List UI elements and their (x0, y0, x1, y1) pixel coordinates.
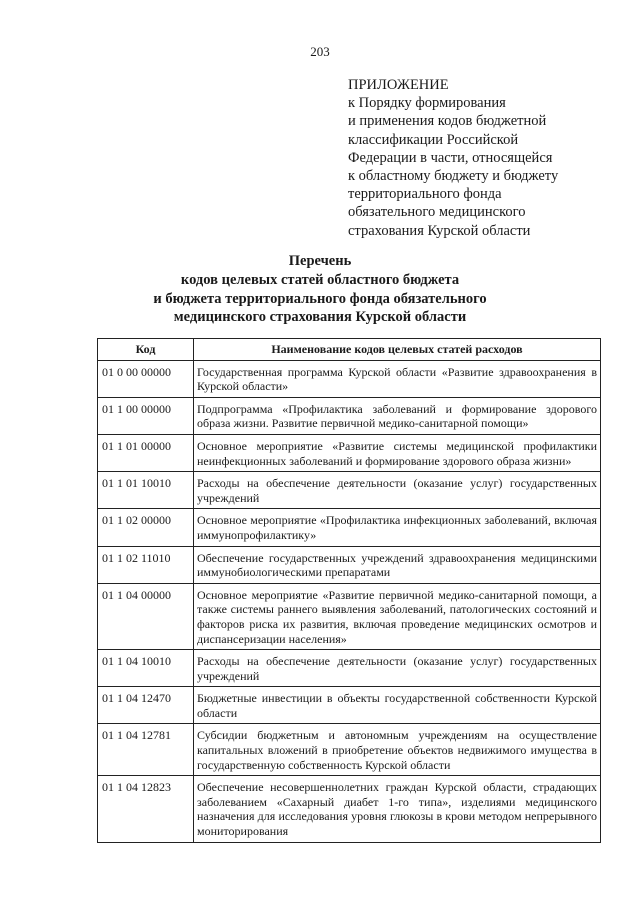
column-header-code: Код (98, 339, 194, 361)
row-name: Обеспечение несовершеннолетних граждан Курской области, страдающих заболеванием «Сахарный диабет 1-го типа», изделиями медицинского назначения для исследования уровня глюкозы в крови методом непрерывного мониторирования (194, 776, 601, 842)
appendix-line: и применения кодов бюджетной (348, 113, 547, 130)
page-number: 203 (310, 44, 330, 59)
heading-line: кодов целевых статей областного бюджета (180, 271, 460, 288)
heading-line: и бюджета территориального фонда обязательного (153, 290, 487, 307)
codes-table (97, 338, 601, 843)
table-row (98, 509, 601, 546)
row-code: 01 1 04 10010 (98, 650, 194, 687)
row-code: 01 1 04 12823 (98, 776, 194, 842)
table-header-row (98, 339, 601, 361)
row-name: Расходы на обеспечение деятельности (оказание услуг) государственных учреждений (194, 650, 601, 687)
row-name: Основное мероприятие «Профилактика инфекционных заболеваний, включая иммунопрофилактику» (194, 509, 601, 546)
table-row (98, 776, 601, 842)
row-code: 01 0 00 00000 (98, 360, 194, 397)
appendix-title: ПРИЛОЖЕНИЕ (348, 77, 449, 93)
row-name: Расходы на обеспечение деятельности (оказание услуг) государственных учреждений (194, 472, 601, 509)
appendix-block (348, 76, 608, 240)
row-name: Основное мероприятие «Развитие системы медицинской профилактики неинфекционных заболеваний и формирование здорового образа жизни» (194, 434, 601, 471)
row-code: 01 1 04 12470 (98, 687, 194, 724)
table-row (98, 650, 601, 687)
table-row (98, 434, 601, 471)
table-row (98, 472, 601, 509)
appendix-line: обязательного медицинского (348, 204, 526, 221)
table-row (98, 397, 601, 434)
appendix-line: к областному бюджету и бюджету (348, 168, 559, 185)
row-code: 01 1 04 12781 (98, 724, 194, 776)
row-name: Бюджетные инвестиции в объекты государственной собственности Курской области (194, 687, 601, 724)
appendix-line: Федерации в части, относящейся (348, 149, 553, 166)
table-row (98, 724, 601, 776)
row-code: 01 1 01 10010 (98, 472, 194, 509)
row-code: 01 1 04 00000 (98, 583, 194, 649)
appendix-line: территориального фонда (348, 186, 502, 203)
appendix-line: классификации Российской (348, 131, 519, 148)
row-name: Обеспечение государственных учреждений здравоохранения медицинскими иммунобиологическими препаратами (194, 546, 601, 583)
table-row (98, 687, 601, 724)
table-row (98, 360, 601, 397)
appendix-line: страхования Курской области (348, 222, 531, 239)
column-header-name: Наименование кодов целевых статей расходов (194, 339, 601, 361)
appendix-line: к Порядку формирования (348, 95, 506, 112)
row-code: 01 1 01 00000 (98, 434, 194, 471)
row-name: Основное мероприятие «Развитие первичной медико-санитарной помощи, а также системы раннего выявления заболеваний, патологических состояний и факторов риска их развития, включая проведение медицинских осмотров и диспансеризации населения» (194, 583, 601, 649)
row-name: Подпрограмма «Профилактика заболеваний и формирование здорового образа жизни. Развитие первичной медико-санитарной помощи» (194, 397, 601, 434)
table-row (98, 583, 601, 649)
document-heading (0, 252, 640, 327)
row-name: Государственная программа Курской области «Развитие здравоохранения в Курской области» (194, 360, 601, 397)
row-code: 01 1 02 11010 (98, 546, 194, 583)
heading-line: медицинского страхования Курской области (173, 309, 467, 326)
row-code: 01 1 02 00000 (98, 509, 194, 546)
table-row (98, 546, 601, 583)
row-code: 01 1 00 00000 (98, 397, 194, 434)
heading-title: Перечень (288, 253, 352, 269)
row-name: Субсидии бюджетным и автономным учреждениям на осуществление капитальных вложений в приобретение объектов недвижимого имущества в государственную собственность Курской области (194, 724, 601, 776)
